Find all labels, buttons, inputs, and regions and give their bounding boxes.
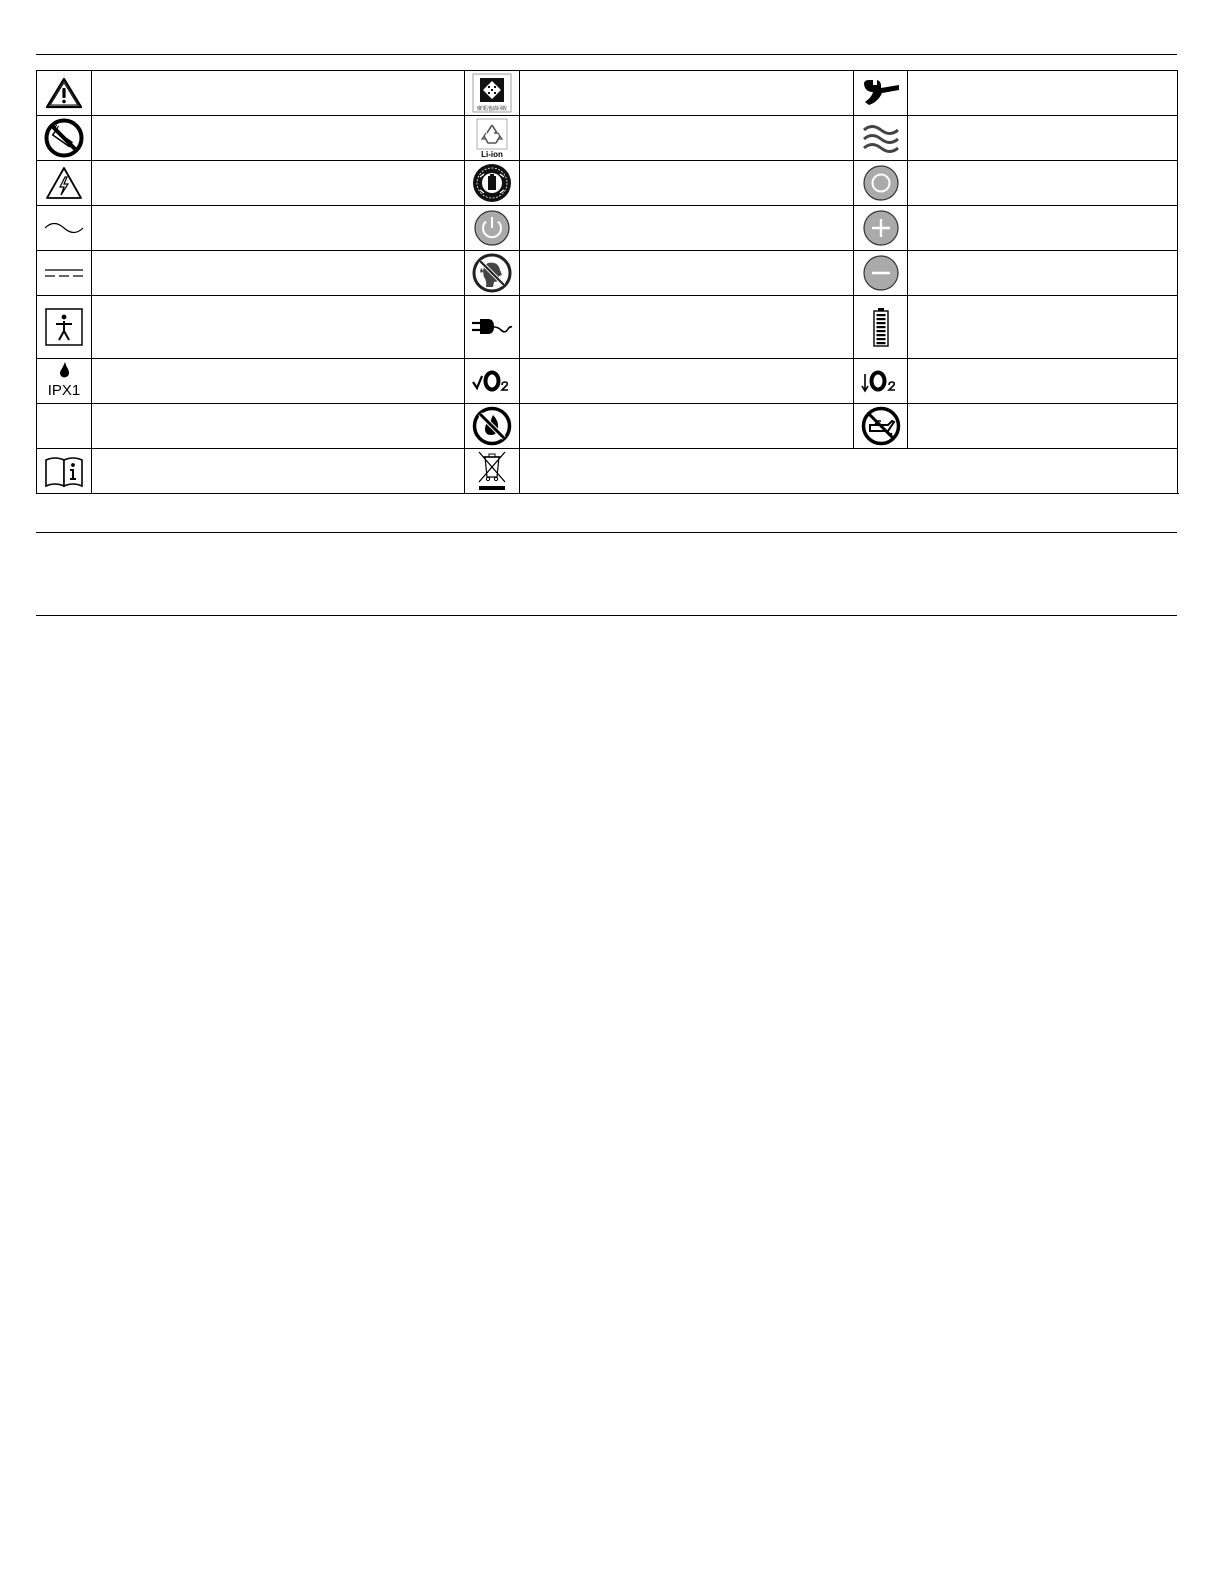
table-row bbox=[37, 296, 1178, 359]
oxygen-ok-icon bbox=[465, 359, 520, 404]
empty-icon-cell bbox=[37, 404, 92, 449]
symbol-description bbox=[92, 116, 465, 161]
table-row bbox=[37, 161, 1178, 206]
ac-power-plug-icon bbox=[465, 296, 520, 359]
plus-button-icon bbox=[854, 206, 908, 251]
no-flame-icon bbox=[465, 404, 520, 449]
electrical-hazard-icon bbox=[37, 161, 92, 206]
no-open-flame-near-face-icon bbox=[465, 251, 520, 296]
type-bf-applied-part-icon bbox=[37, 296, 92, 359]
symbol-description bbox=[520, 296, 854, 359]
circle-button-icon bbox=[854, 161, 908, 206]
ipx1-label: IPX1 bbox=[47, 382, 81, 399]
symbol-description bbox=[92, 296, 465, 359]
symbols-table bbox=[36, 70, 1178, 494]
low-oxygen-icon bbox=[854, 359, 908, 404]
battery-recycle-taiwan-icon bbox=[465, 71, 520, 116]
minus-button-icon bbox=[854, 251, 908, 296]
drip-proof-icon bbox=[37, 359, 92, 404]
symbol-description bbox=[520, 116, 854, 161]
symbol-description bbox=[908, 116, 1178, 161]
symbol-description bbox=[520, 359, 854, 404]
symbol-description bbox=[520, 206, 854, 251]
table-row bbox=[37, 206, 1178, 251]
direct-current-icon bbox=[37, 251, 92, 296]
symbol-description bbox=[92, 251, 465, 296]
power-button-icon bbox=[465, 206, 520, 251]
rbrc-recycle-seal-icon bbox=[465, 161, 520, 206]
li-ion-recycle-icon bbox=[465, 116, 520, 161]
symbol-description bbox=[908, 206, 1178, 251]
table-row bbox=[37, 116, 1178, 161]
symbol-description bbox=[908, 161, 1178, 206]
symbol-description bbox=[92, 449, 465, 494]
symbol-description bbox=[908, 71, 1178, 116]
symbol-description bbox=[908, 251, 1178, 296]
top-rule bbox=[36, 54, 1177, 55]
no-smoking-icon bbox=[37, 116, 92, 161]
weee-crossed-bin-icon bbox=[465, 449, 520, 494]
symbol-description bbox=[520, 251, 854, 296]
alternating-current-icon bbox=[37, 206, 92, 251]
table-row bbox=[37, 449, 1178, 494]
table-row bbox=[37, 404, 1178, 449]
battery-recycle-label: 廢電池請回收 bbox=[476, 106, 508, 112]
symbol-description bbox=[520, 161, 854, 206]
battery-level-icon bbox=[854, 296, 908, 359]
symbol-description bbox=[520, 404, 854, 449]
warning-triangle-icon bbox=[37, 71, 92, 116]
symbol-description bbox=[908, 404, 1178, 449]
section-rule bbox=[36, 615, 1177, 616]
section-rule bbox=[36, 532, 1177, 533]
symbol-description bbox=[92, 206, 465, 251]
table-row bbox=[37, 359, 1178, 404]
symbol-description bbox=[92, 161, 465, 206]
symbol-description bbox=[520, 71, 854, 116]
humidity-wavy-lines-icon bbox=[854, 116, 908, 161]
consult-instructions-icon bbox=[37, 449, 92, 494]
symbol-description bbox=[520, 449, 1178, 494]
symbol-description bbox=[908, 359, 1178, 404]
wrench-icon bbox=[854, 71, 908, 116]
symbol-description bbox=[92, 404, 465, 449]
symbol-description bbox=[908, 296, 1178, 359]
table-row bbox=[37, 71, 1178, 116]
symbol-description bbox=[92, 359, 465, 404]
no-oil-grease-icon bbox=[854, 404, 908, 449]
li-ion-label: Li-ion bbox=[481, 150, 503, 159]
table-row bbox=[37, 251, 1178, 296]
symbol-description bbox=[92, 71, 465, 116]
